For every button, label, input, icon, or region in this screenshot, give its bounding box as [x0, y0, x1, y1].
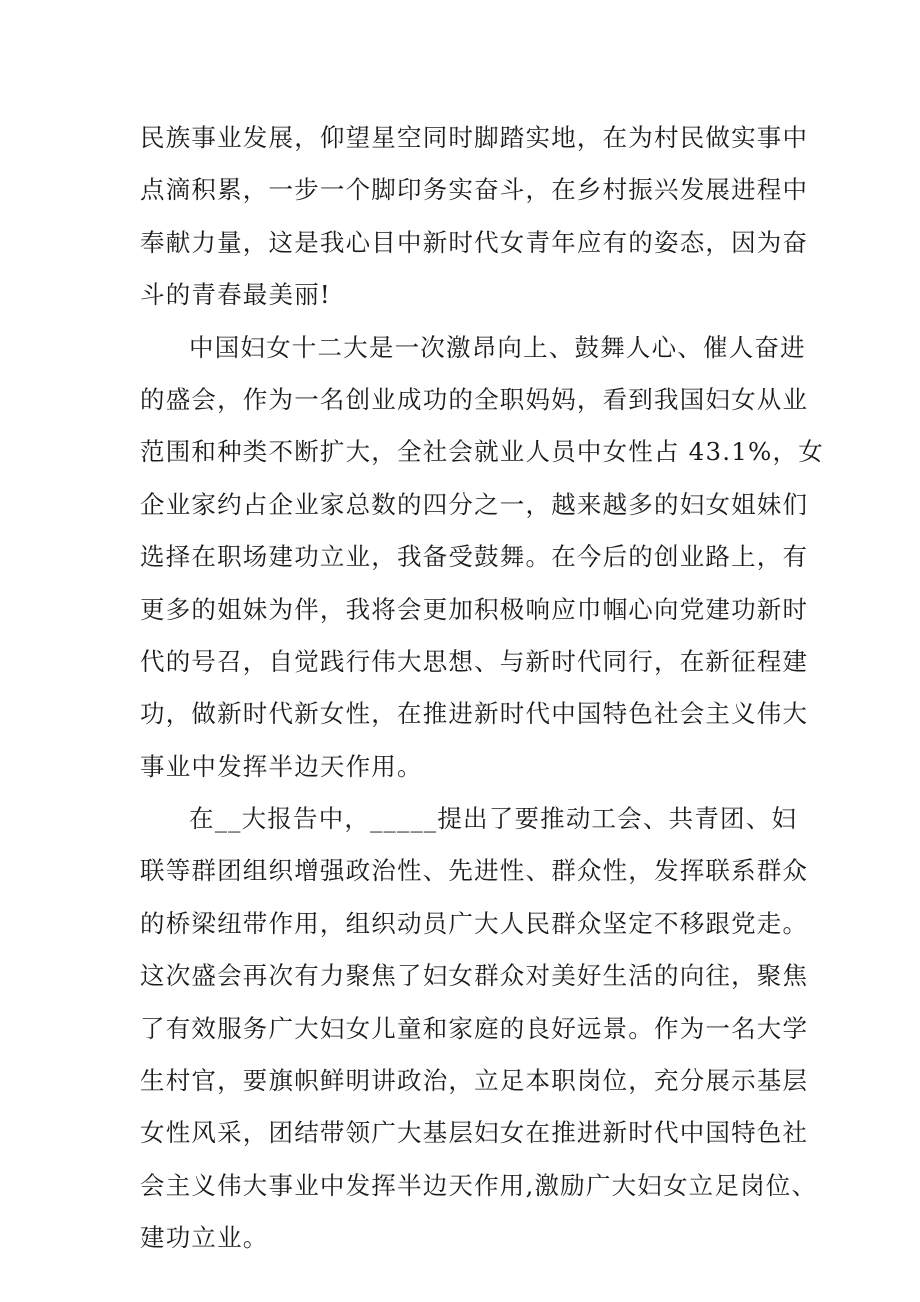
text-line: 斗的青春最美丽!	[140, 280, 331, 310]
text-line: 代的号召，自觉践行伟大思想、与新时代同行，在新征程建	[140, 646, 809, 676]
text-line: 女性风采，团结带领广大基层妇女在推进新时代中国特色社	[140, 1118, 809, 1148]
paragraph-1	[140, 112, 809, 322]
text-line: 范围和种类不断扩大，全社会就业人员中女性占 43.1%，女	[140, 437, 824, 467]
text-line: 企业家约占企业家总数的四分之一，越来越多的妇女姐妹们	[140, 489, 809, 519]
paragraph-3	[140, 793, 818, 1265]
text-line: 中国妇女十二大是一次激昂向上、鼓舞人心、催人奋进	[189, 332, 806, 362]
text-line: 民族事业发展，仰望星空同时脚踏实地，在为村民做实事中	[140, 123, 809, 152]
text-line: 会主义伟大事业中发挥半边天作用,激励广大妇女立足岗位、	[140, 1170, 818, 1200]
text-line: 事业中发挥半边天作用。	[140, 751, 423, 781]
text-line: 在__大报告中，_____提出了要推动工会、共青团、妇	[189, 804, 798, 834]
text-line: 了有效服务广大妇女儿童和家庭的良好远景。作为一名大学	[140, 1013, 809, 1043]
paragraph-2	[140, 322, 824, 794]
text-line: 的桥梁纽带作用，组织动员广大人民群众坚定不移跟党走。	[140, 908, 809, 938]
text-line: 的盛会，作为一名创业成功的全职妈妈，看到我国妇女从业	[140, 384, 809, 414]
text-line: 更多的姐妹为伴，我将会更加积极响应巾帼心向党建功新时	[140, 594, 809, 624]
text-line: 奉献力量，这是我心目中新时代女青年应有的姿态，因为奋	[140, 227, 809, 257]
text-line: 选择在职场建功立业，我备受鼓舞。在今后的创业路上，有	[140, 542, 809, 572]
text-line: 功，做新时代新女性，在推进新时代中国特色社会主义伟大	[140, 699, 809, 729]
document-page	[140, 112, 824, 1265]
text-line: 这次盛会再次有力聚焦了妇女群众对美好生活的向往，聚焦	[140, 961, 809, 991]
text-line: 建功立业。	[140, 1223, 269, 1253]
text-line: 生村官，要旗帜鲜明讲政治，立足本职岗位，充分展示基层	[140, 1066, 809, 1096]
text-line: 联等群团组织增强政治性、先进性、群众性，发挥联系群众	[140, 856, 809, 886]
text-line: 点滴积累，一步一个脚印务实奋斗，在乡村振兴发展进程中	[140, 175, 809, 205]
